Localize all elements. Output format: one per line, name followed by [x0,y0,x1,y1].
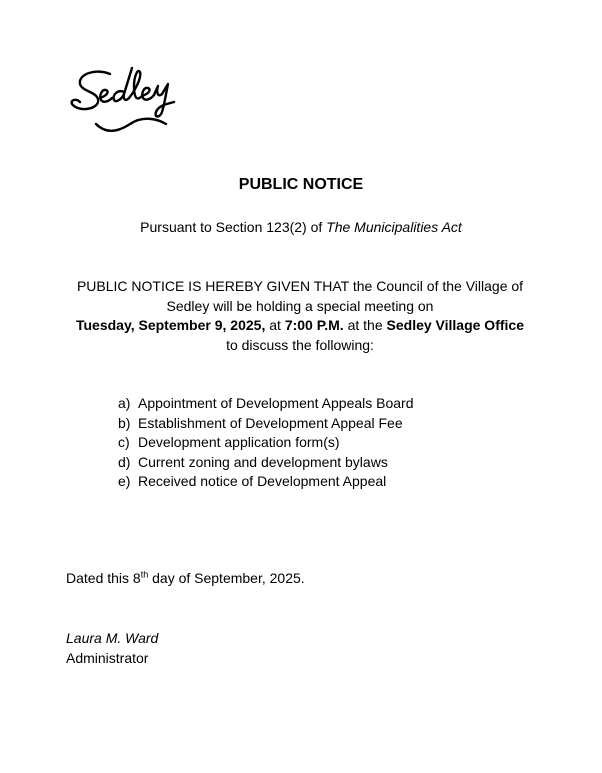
signer-name: Laura M. Ward [66,630,159,646]
signature-block [66,628,158,668]
dated-suffix: day of September, 2025. [148,570,305,586]
meeting-time: 7:00 P.M. [284,317,344,333]
list-item [118,414,538,434]
sedley-logo [66,62,196,142]
page-title: PUBLIC NOTICE [238,176,364,193]
list-item-text: Received notice of Development Appeal [138,473,387,490]
list-item-mark: c) [118,434,130,451]
notice-paragraph [40,277,560,355]
list-item-text: Establishment of Development Appeal Fee [138,414,403,431]
dated-prefix: Dated this 8 [66,570,141,586]
list-item-text: Development application form(s) [138,434,340,451]
list-item [118,453,538,473]
dated-ordinal: th [140,569,149,580]
list-item-text: Current zoning and development bylaws [138,453,388,470]
list-item-mark: d) [118,453,131,470]
act-name: The Municipalities Act [326,219,462,235]
list-item [118,433,538,453]
pursuant-prefix: Pursuant to Section 123(2) of [140,219,327,235]
notice-line-1: PUBLIC NOTICE IS HEREBY GIVEN THAT the Council of the Village of [76,278,524,294]
list-item [118,472,538,492]
notice-at-2: at the [343,317,387,333]
notice-line-2: Sedley will be holding a special meeting on [166,297,434,314]
list-item-mark: b) [118,414,131,431]
list-item-mark: e) [118,473,131,490]
meeting-place: Sedley Village Office [386,317,524,333]
meeting-date: Tuesday, September 9, 2025, [75,317,266,333]
dated-line [66,569,305,587]
list-item-mark: a) [118,395,131,411]
agenda-list [118,394,538,492]
notice-at-1: at [265,317,285,333]
list-item-text: Appointment of Development Appeals Board [138,395,414,411]
notice-line-4: to discuss the following: [226,336,374,353]
signer-role: Administrator [66,650,149,666]
notice-line-3 [40,316,560,336]
sedley-script-logo-icon [66,62,196,142]
pursuant-line [0,218,602,236]
list-item [118,394,538,414]
